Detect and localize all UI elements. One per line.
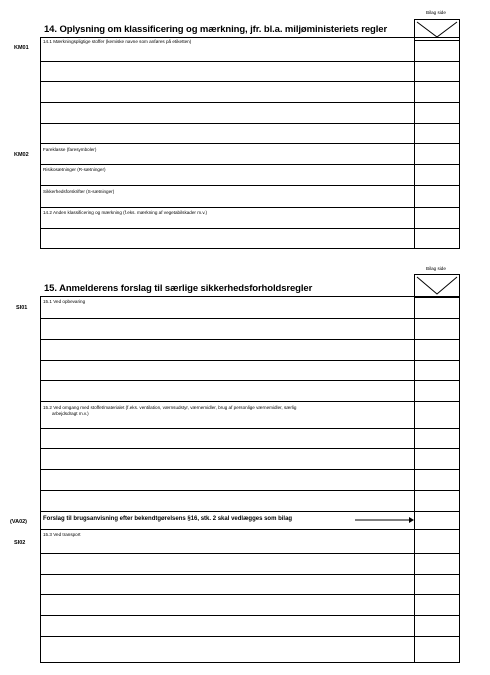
rule-line [40, 401, 460, 402]
section-15-form [40, 296, 460, 663]
field-15-2-label-line2: arbejdsdragt m.v.) [52, 411, 89, 416]
rule-line [40, 469, 460, 470]
field-risiko-label: Risikosætninger (R-sætninger) [43, 167, 106, 172]
code-km01: KM01 [14, 45, 29, 51]
bilag-side-label-15: Bilag side [426, 266, 446, 271]
bilag-side-label-14: Bilag side [426, 10, 446, 15]
rule-line [40, 61, 460, 62]
field-14-1-label: 14.1 Mærkningspligtige stoffer (kemiske navne som anføres på etiketten) [43, 39, 192, 44]
rule-line [40, 164, 460, 165]
field-15-1-label: 15.1 Ved opbevaring [43, 299, 86, 304]
bilag-checkmark-icon [415, 275, 459, 297]
rule-line [40, 123, 460, 124]
rule-line [40, 228, 460, 229]
code-va02: (VA02) [10, 519, 28, 525]
rule-line [40, 102, 460, 103]
rule-line [40, 574, 460, 575]
field-15-3-label: 15.3 Ved transport [43, 532, 81, 537]
field-sikkerhed-label: Sikkerhedsforskrifter (S-sætninger) [43, 189, 115, 194]
rule-line [40, 448, 460, 449]
rule-line [40, 615, 460, 616]
rule-line [40, 529, 460, 530]
arrow-right-icon [355, 516, 415, 524]
rule-line [40, 511, 460, 512]
rule-line [40, 81, 460, 82]
rule-line [40, 207, 460, 208]
rule-line [40, 318, 460, 319]
rule-line [40, 553, 460, 554]
rule-line [40, 636, 460, 637]
code-si02: SI02 [14, 540, 26, 546]
rule-line [40, 380, 460, 381]
code-km02: KM02 [14, 152, 29, 158]
rule-line [40, 339, 460, 340]
field-15-2-label-line1: 15.2 Ved omgang med stoffet/materialet (f.eks. ventilation, værnsudstyr, værnemidler, brug af personlige værnemidler, særlig [43, 405, 297, 410]
bilag-side-box-15[interactable] [414, 274, 460, 298]
section-15-title: 15. Anmelderens forslag til særlige sikkerhedsforholdsregler [44, 283, 313, 294]
field-14-2-label: 14.2 Anden klassificering og mærkning (f.eks. mærkning af vegetabilskader m.v.) [43, 210, 208, 215]
code-si01: SI01 [16, 305, 28, 311]
rule-line [40, 428, 460, 429]
rule-line [40, 490, 460, 491]
section-14-title: 14. Oplysning om klassificering og mærkning, jfr. bl.a. miljøministeriets regler [44, 24, 388, 35]
section-15-divider [414, 296, 415, 663]
rule-line [40, 143, 460, 144]
rule-line [40, 360, 460, 361]
brugsanvisning-note: Forslag til brugsanvisning efter bekendtgørelsens §16, stk. 2 skal vedlægges som bilag [43, 516, 293, 522]
rule-line [40, 185, 460, 186]
field-fareklasse-label: Fareklasse (faresymboler) [43, 147, 97, 152]
rule-line [40, 594, 460, 595]
